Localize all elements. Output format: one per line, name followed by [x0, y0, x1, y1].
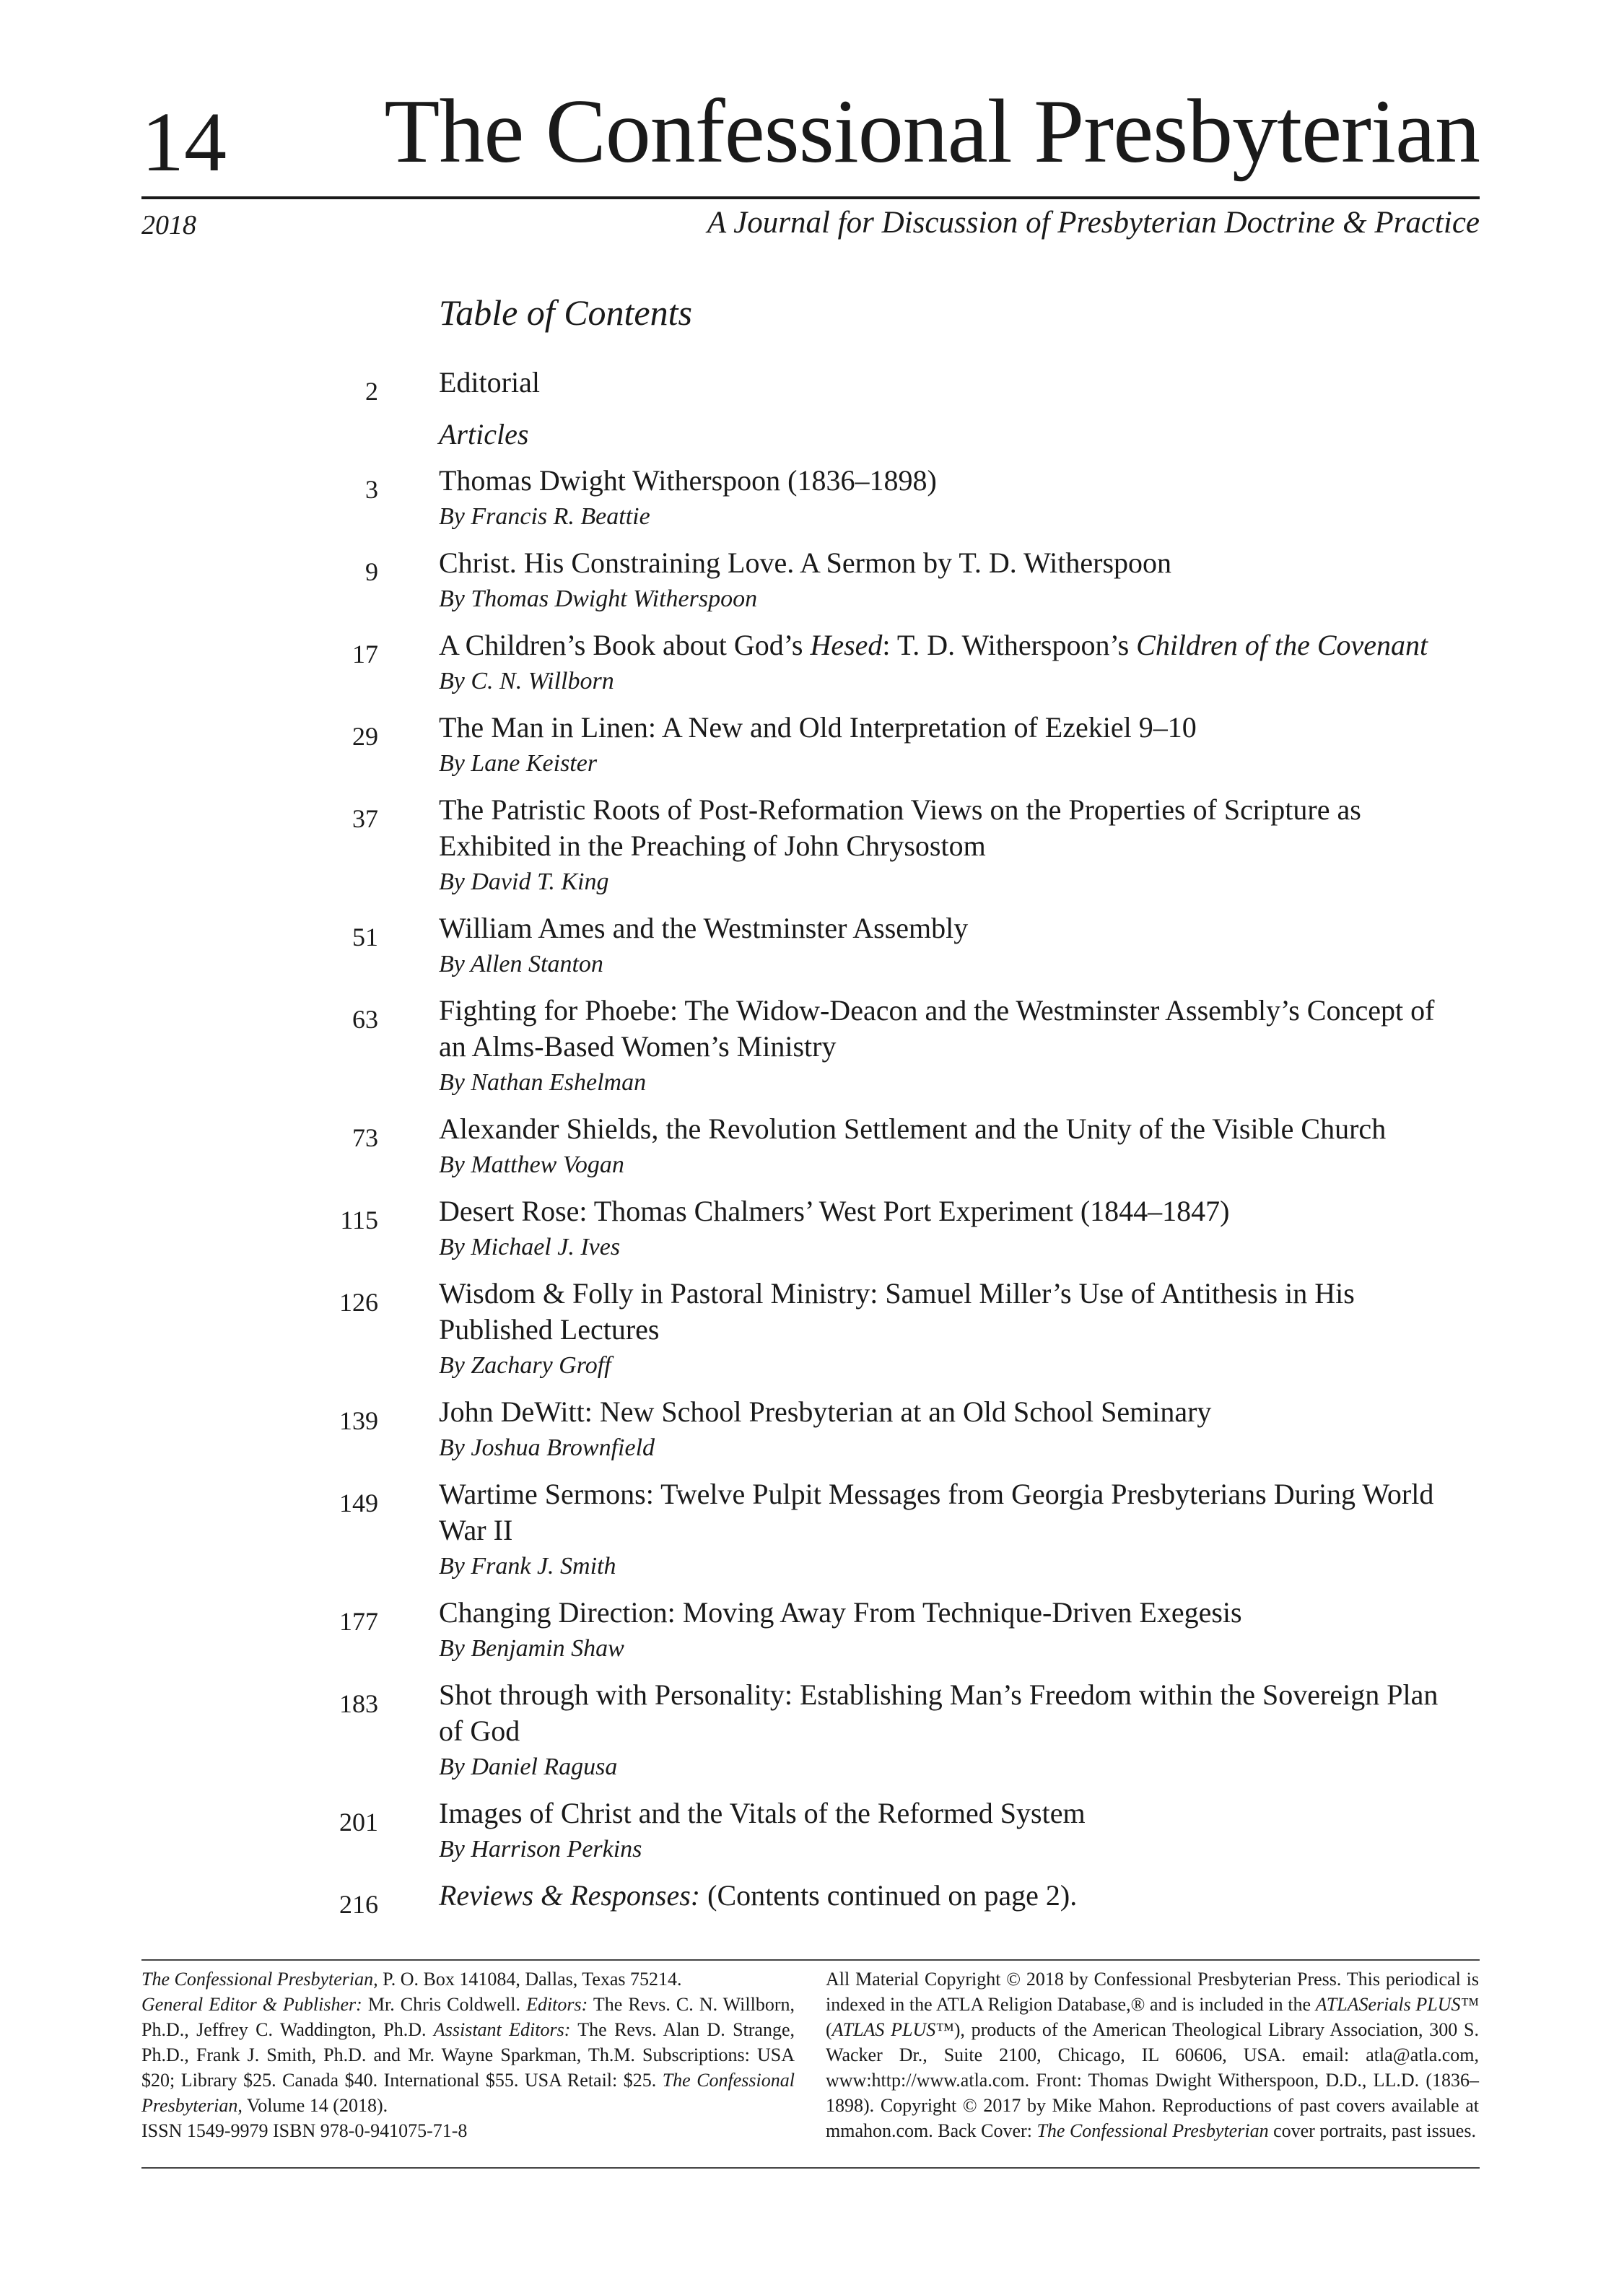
footer-journal-name: The Confessional Presbyterian, [141, 1969, 378, 1990]
atla-serials-plus: ATLASerials PLUS™ [1315, 1994, 1479, 2015]
toc-entry[interactable] [289, 1276, 1480, 1384]
footer-rule-bottom [141, 2167, 1480, 2169]
footer-copyright [826, 1966, 1479, 2143]
toc-entry-title: Images of Christ and the Vitals of the Reformed System [439, 1797, 1086, 1829]
toc-page-number: 29 [352, 722, 378, 751]
toc-page-number: 2 [365, 377, 378, 406]
toc-section-articles: Articles [439, 418, 529, 450]
toc-entry-title: The Man in Linen: A New and Old Interpretation of Ezekiel 9–10 [439, 711, 1197, 744]
toc-entry-author: By David T. King [439, 868, 609, 895]
toc-entry-body [439, 1193, 1464, 1265]
toc-entry-title: Christ. His Constraining Love. A Sermon by T. D. Witherspoon [439, 546, 1172, 579]
toc-entry[interactable] [289, 1394, 1480, 1466]
copyright-text: cover portraits, past issues. [1268, 2120, 1476, 2141]
toc-entry-body [439, 1476, 1464, 1585]
toc-entry-title: Fighting for Phoebe: The Widow-Deacon and the Westminster Assembly’s Concept of an Alms-Based Women’s Ministry [439, 994, 1435, 1063]
toc-page-number: 177 [339, 1607, 378, 1636]
toc-entry[interactable] [289, 710, 1480, 782]
volume-number: 14 [141, 95, 227, 189]
toc-entry-author: By Frank J. Smith [439, 1553, 616, 1580]
toc-entry-body [439, 910, 1464, 983]
toc-entry-title: John DeWitt: New School Presbyterian at an Old School Seminary [439, 1395, 1212, 1428]
footer-assistant: The Revs. Alan D. Strange, Ph.D., Frank J. Smith, Ph.D. and Mr. Wayne Sparkman, Th.M. Subscriptions: USA $20; Library $25. Canada $40. International $55. USA Retail: $25. [141, 2019, 795, 2091]
footer-isbn: ISSN 1549-9979 ISBN 978-0-941075-71-8 [141, 2120, 468, 2141]
toc-page-number: 63 [352, 1005, 378, 1034]
footer-address [141, 1966, 795, 2118]
footer-volume-name: The Confessional Presbyterian, [141, 2070, 795, 2116]
masthead [141, 82, 1480, 202]
toc-entry-body [439, 1677, 1464, 1785]
toc-entry-author: By Lane Keister [439, 750, 598, 777]
toc-entry-author: By Zachary Groff [439, 1352, 611, 1379]
toc-page-number: 126 [339, 1288, 378, 1317]
toc-entry-title: Shot through with Personality: Establishing Man’s Freedom within the Sovereign Plan of God [439, 1678, 1439, 1747]
toc-entry-author: By Harrison Perkins [439, 1836, 642, 1863]
footer-publication-info [141, 1966, 795, 2143]
toc-entry-title: Changing Direction: Moving Away From Technique-Driven Exegesis [439, 1596, 1242, 1629]
toc-entry-body [439, 792, 1464, 900]
toc-entry[interactable] [289, 463, 1480, 535]
copyright-text: ( [826, 2019, 832, 2040]
toc-page-number: 9 [365, 557, 378, 586]
toc-entry-body [439, 545, 1464, 617]
toc-entry-body [439, 1595, 1464, 1667]
toc-entry-body [439, 1111, 1464, 1183]
title-italic-book: Children of the Covenant [1136, 629, 1428, 661]
reviews-label: Reviews & Responses: [439, 1879, 701, 1912]
toc-entry-title: Wartime Sermons: Twelve Pulpit Messages from Georgia Presbyterians During World War II [439, 1478, 1434, 1546]
footer-editors: The Revs. C. N. Willborn, Ph.D., Jeffrey C. Waddington, Ph.D. [141, 1994, 795, 2040]
footer-assistant-label: Assistant Editors: [433, 2019, 571, 2040]
footer-rule-top [141, 1959, 1480, 1961]
toc-entry-body [439, 463, 1464, 535]
toc-entry-reviews[interactable] [289, 1878, 1480, 1920]
footer-editors-label: Editors: [526, 1994, 588, 2015]
toc-entry[interactable] [289, 1677, 1480, 1785]
toc-entry[interactable] [289, 1476, 1480, 1585]
toc-entry-title [439, 627, 1464, 663]
copyright-text: All Material Copyright © 2018 by Confessional Presbyterian Press. This periodical is indexed in the ATLA Religion Database,® and is included in the [826, 1969, 1479, 2015]
title-italic-hesed: Hesed [810, 629, 883, 661]
toc-entry[interactable] [289, 1193, 1480, 1265]
toc-entry-editorial[interactable] [289, 365, 1480, 406]
masthead-rule [141, 196, 1480, 199]
toc-entry[interactable] [289, 1111, 1480, 1183]
toc-page-number: 3 [365, 475, 378, 504]
footer-address-text: P. O. Box 141084, Dallas, Texas 75214. [377, 1969, 682, 1990]
toc-entry-body [439, 627, 1464, 700]
toc-entry-title: Alexander Shields, the Revolution Settlement and the Unity of the Visible Church [439, 1112, 1387, 1145]
toc-entry-body [439, 710, 1464, 782]
toc-entry-author: By Thomas Dwight Witherspoon [439, 585, 758, 612]
toc-entry-title [439, 1878, 1464, 1914]
toc-entry-author: By Joshua Brownfield [439, 1434, 655, 1461]
toc-entry-body [439, 1394, 1464, 1466]
toc-page-number: 37 [352, 804, 378, 833]
journal-title: The Confessional Presbyterian [384, 82, 1480, 182]
toc-entry-title: William Ames and the Westminster Assembly [439, 912, 969, 944]
toc-page-number: 115 [340, 1206, 378, 1234]
toc-entry-body [439, 1276, 1464, 1384]
toc-entry-author: By Allen Stanton [439, 951, 603, 977]
footer-volume: Volume 14 (2018). [242, 2095, 388, 2116]
title-text: : T. D. Witherspoon’s [882, 629, 1137, 661]
toc-entry[interactable] [289, 627, 1480, 700]
toc-entry-title: Desert Rose: Thomas Chalmers’ West Port Experiment (1844–1847) [439, 1195, 1230, 1227]
toc-page-number: 139 [339, 1406, 378, 1435]
issue-year: 2018 [141, 210, 196, 240]
toc-articles-list [289, 463, 1480, 1868]
reviews-note: (Contents continued on page 2). [700, 1879, 1078, 1912]
toc-entry-body [439, 1878, 1464, 1914]
toc-entry[interactable] [289, 993, 1480, 1101]
toc-entry-title: The Patristic Roots of Post-Reformation Views on the Properties of Scripture as Exhibited in the Preaching of John Chrysostom [439, 793, 1361, 862]
toc-entry-author: By Michael J. Ives [439, 1234, 621, 1260]
footer-editor: Mr. Chris Coldwell. [362, 1994, 527, 2015]
toc-entry[interactable] [289, 545, 1480, 617]
table-of-contents [289, 365, 1480, 1920]
toc-entry[interactable] [289, 792, 1480, 900]
toc-entry-author: By Benjamin Shaw [439, 1635, 624, 1662]
toc-page-number: 183 [339, 1689, 378, 1718]
back-cover-journal: The Confessional Presbyterian [1036, 2120, 1269, 2141]
toc-entry[interactable] [289, 1595, 1480, 1667]
toc-page-number: 216 [339, 1890, 378, 1919]
footer-editor-label: General Editor & Publisher: [141, 1994, 362, 2015]
toc-entry-author: By Francis R. Beattie [439, 503, 650, 530]
toc-page-number: 17 [352, 640, 378, 668]
toc-entry-title: Editorial [439, 366, 540, 398]
toc-page-number: 51 [352, 923, 378, 951]
toc-page-number: 149 [339, 1489, 378, 1517]
journal-subtitle: A Journal for Discussion of Presbyterian Doctrine & Practice [707, 206, 1480, 240]
toc-entry-author: By Nathan Eshelman [439, 1069, 647, 1096]
toc-entry-author: By C. N. Willborn [439, 668, 614, 694]
toc-page-number: 73 [352, 1123, 378, 1152]
toc-entry-title: Thomas Dwight Witherspoon (1836–1898) [439, 464, 937, 497]
footer-copyright-info [826, 1966, 1479, 2143]
toc-entry-body [439, 1795, 1464, 1868]
toc-page-number: 201 [339, 1808, 378, 1837]
title-text: A Children’s Book about God’s [439, 629, 811, 661]
toc-entry-author: By Matthew Vogan [439, 1151, 624, 1178]
toc-entry-body [439, 993, 1464, 1101]
toc-entry[interactable] [289, 910, 1480, 983]
toc-heading: Table of Contents [439, 292, 692, 333]
copyright-text: ), products of the American Theological Library Association, 300 S. Wacker Dr., Suite 2100, Chicago, IL 60606, USA. email: atla@atla.com, www:http://www.atla.com. Front: Thomas Dwight Witherspoon, D.D., LL.D. (1836–1898). Copyright © 2017 by Mike Mahon. Reproductions of past covers available at mmahon.com. Back Cover: [826, 2019, 1479, 2141]
atla-plus: ATLAS PLUS™ [831, 2019, 954, 2040]
toc-entry[interactable] [289, 1795, 1480, 1868]
toc-entry-body [439, 365, 1464, 401]
toc-entry-author: By Daniel Ragusa [439, 1754, 618, 1780]
toc-entry-title: Wisdom & Folly in Pastoral Ministry: Samuel Miller’s Use of Antithesis in His Published Lectures [439, 1277, 1355, 1346]
